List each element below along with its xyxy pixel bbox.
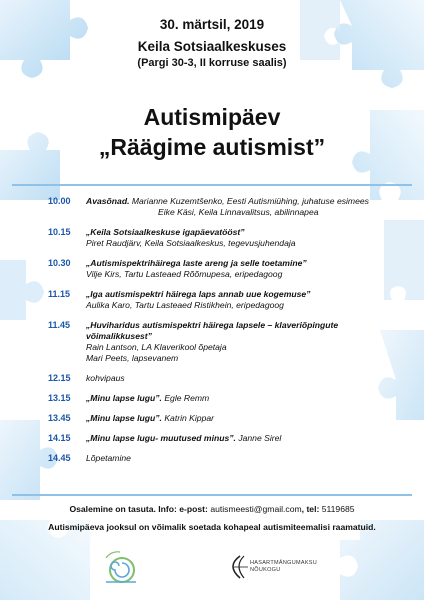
program-speaker: Piret Raudjärv, Keila Sotsiaalkeskus, tegevusjuhendaja	[86, 238, 296, 248]
program-time: 10.15	[48, 227, 71, 237]
program-speaker-2: Eike Käsi, Keila Linnavalitsus, abilinnapea	[158, 207, 319, 217]
program-desc	[86, 433, 388, 444]
program-speaker: Aulika Karo, Tartu Lasteaed Ristikhein, eripedagoog	[86, 300, 284, 310]
council-logo-text	[250, 560, 317, 574]
program-lead: Avasõnad.	[86, 196, 130, 206]
program-item	[48, 453, 388, 464]
program-time: 11.45	[48, 320, 71, 330]
program-item	[48, 196, 388, 218]
event-title	[0, 104, 424, 161]
program-speaker-2: Mari Peets, lapsevanem	[86, 353, 179, 363]
bottom-divider	[12, 494, 412, 496]
program-desc	[86, 196, 388, 218]
program-lead: kohvipaus	[86, 373, 125, 383]
program-item	[48, 433, 388, 444]
program-speaker: Vilje Kirs, Tartu Lasteaed Rõõmupesa, eripedagoog	[86, 269, 283, 279]
program-item	[48, 373, 388, 384]
program-lead: „Iga autismispektri häirega laps annab uue kogemuse”	[86, 289, 311, 299]
program-lead: „Minu lapse lugu”.	[86, 413, 162, 423]
program-time: 12.15	[48, 373, 71, 383]
program-item	[48, 258, 388, 280]
program-time: 13.15	[48, 393, 71, 403]
program-lead: „Minu lapse lugu”.	[86, 393, 162, 403]
council-line-2: NÕUKOGU	[250, 567, 281, 573]
program-speaker: Marianne Kuzemtšenko, Eesti Autismiühing, juhatuse esimees	[131, 196, 369, 206]
program-desc	[86, 320, 388, 364]
program-item	[48, 289, 388, 311]
books-note: Autismipäeva jooksul on võimalik soetada kohapeal autismiteemalisi raamatuid.	[48, 522, 376, 532]
program-lead: „Minu lapse lugu- muutused minus”.	[86, 433, 236, 443]
program-time: 10.00	[48, 196, 71, 206]
contact-line	[0, 503, 424, 515]
program-time: 14.45	[48, 453, 71, 463]
title-line-1: Autismipäev	[143, 104, 281, 130]
program-lead: „Keila Sotsiaalkeskuse igapäevatööst”	[86, 227, 245, 237]
program-time: 10.30	[48, 258, 71, 268]
program-desc	[86, 258, 388, 280]
title-line-2: „Räägime autismist”	[98, 134, 326, 160]
event-date: 30. märtsil, 2019	[159, 17, 265, 32]
program-desc	[86, 413, 388, 424]
program-time: 13.45	[48, 413, 71, 423]
program-desc	[86, 227, 388, 249]
contact-phone: 5119685	[321, 504, 355, 514]
info-label: Osalemine on tasuta. Info: e-post:	[69, 504, 208, 514]
program-speaker: Egle Remm	[164, 393, 210, 403]
program-item	[48, 393, 388, 404]
program-lead: Lõpetamine	[86, 453, 131, 463]
program-item	[48, 413, 388, 424]
event-address: (Pargi 30-3, II korruse saalis)	[137, 57, 287, 69]
program-lead: „Huviharidus autismispektri häirega lapsele – klaveriõpingute võimalikkusest”	[86, 320, 339, 341]
program-speaker: Rain Lantson, LA Klaverikool õpetaja	[86, 342, 227, 352]
tel-label: , tel:	[301, 504, 320, 514]
program-lead: „Autismispektrihäirega laste areng ja selle toetamine”	[86, 258, 307, 268]
top-divider	[12, 184, 412, 186]
program-list	[48, 196, 388, 473]
council-line-1: HASARTMÄNGUMAKSU	[250, 560, 318, 566]
program-desc	[86, 393, 388, 404]
footer-info	[0, 503, 424, 533]
program-desc	[86, 289, 388, 311]
program-time: 14.15	[48, 433, 71, 443]
contact-email[interactable]: autismeesti@gmail.com	[210, 504, 302, 514]
event-venue: Keila Sotsiaalkeskuses	[137, 39, 287, 54]
program-speaker: Janne Sirel	[238, 433, 282, 443]
event-header	[0, 16, 424, 71]
program-item	[48, 227, 388, 249]
program-desc	[86, 453, 388, 464]
program-speaker: Katrin Kippar	[164, 413, 214, 423]
snail-logo-icon	[100, 548, 140, 588]
program-time: 11.15	[48, 289, 71, 299]
program-desc	[86, 373, 388, 384]
program-item	[48, 320, 388, 364]
